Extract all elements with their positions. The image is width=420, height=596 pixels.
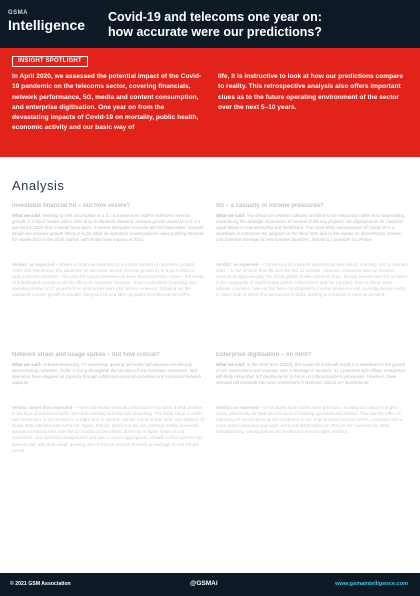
said-label: What we said: xyxy=(216,213,246,218)
section-verdict-enterprise xyxy=(216,405,408,473)
section-title-network: Network strain and usage spikes – but how critical? xyxy=(12,352,160,358)
page-title xyxy=(108,10,408,40)
section-said-5g xyxy=(216,213,408,257)
verdict-label: Verdict: as expected – xyxy=(216,405,263,410)
footer-website-link[interactable]: www.gsmaintelligence.com xyxy=(335,581,408,587)
intro-text-left: In April 2020, we assessed the potential impact of the Covid-19 pandemic on the telecoms sector, covering financials, network performance, 5G, media and content consumption, and enterprise digitisation. One year on from the devastating impacts of Covid-19 on mortality, public health, economic activity and our basic way of xyxy=(12,73,202,132)
verdict-label: Verdict: as expected – xyxy=(216,262,263,267)
logo-intelligence: Intelligence xyxy=(8,17,86,33)
section-verdict-financial xyxy=(12,262,204,336)
analysis-heading: Analysis xyxy=(12,178,65,193)
said-text: Any delays (in network rollouts) are likely to be temporary rather than long-lasting, considering the strategic importance of several of the key projects; 5G deployments for industrial applications in manufacturing and healthcare. The more likely consequence of Covid-19 is a slowdown in consumer 5G adoption in the short term due to the impact on discretionary income and potential shortage of new handset launches, including a possible 5G iPhone. xyxy=(216,213,406,243)
said-label: What we said: xyxy=(12,362,42,367)
verdict-text: Commercial 5G network launches proved robust, reaching 140 by January 2021 – a rise of more than 80 over the last 12 months. However, consumer take-up remains minimal at approximately 3% of the global mobile customer base, though we estimate this is higher in the vanguards of South Korea (22%), China (15%) and the US (5%). Even in these early-adopter countries, take-up has been constrained by income pressures and coverage being mostly in cities, both of which should improve in 2021, leading to a release in pent-up demand. xyxy=(216,262,408,298)
section-title-5g: 5G – a casualty of income pressures? xyxy=(216,203,324,209)
footer-twitter-handle[interactable]: @GSMAi xyxy=(190,580,218,587)
verdict-label: Verdict: better than expected – xyxy=(12,405,76,410)
section-verdict-network xyxy=(12,405,204,497)
gsma-intelligence-logo xyxy=(8,9,86,33)
said-text: Working on the assumption of a 3.1 baseline level GDP in telecoms revenue growth, a 'critical' model, with a 20% drop in domestic demand, revenue growth would be 2.5–3.5 per cent in 2020 than it would have been. A severe disruption scenario did not materialise; network would see revenue growth fall by 5–6 pts while its operators issued positive sales pushing demand for mobile data in the 2020 market, with limited new impact on 2021. xyxy=(12,213,204,243)
title-line-2: how accurate were our predictions? xyxy=(108,25,322,39)
verdict-label: Verdict: as expected – xyxy=(12,262,59,267)
section-verdict-5g xyxy=(216,262,408,336)
said-label: What we said: xyxy=(216,362,246,367)
footer-copyright: © 2021 GSM Association xyxy=(10,581,71,587)
section-title-enterprise: Enterprise digitisation – on hold? xyxy=(216,352,312,358)
footer-bar xyxy=(0,573,420,596)
insight-spotlight-badge: INSIGHT SPOTLIGHT xyxy=(12,56,88,67)
logo-gsma: GSMA xyxy=(8,10,28,16)
said-text: Videoconferencing, TV streaming, gaming and even call volumes are already stress-testing networks. Traffic is rising throughout the duration of any lockdown measures, and operators have stepped up capacity through additional spectrum provision and increased network capacity. xyxy=(12,362,202,386)
verdict-text: Based on financial reporting by a limited number of operators (notably AT&T and Telefónica), the pandemic hit telecoms service revenue growth by 4–6 pp in 2020 in higher income countries. This puts the impact between our base and pessimistic cases – the result of a prolonged recession and its effect on consumer incomes. Travel restrictions (roaming) and spending delays on IT projects from enterprises were key factors. However, stripping out the pandemic impact, growth is actually rising as LTE and fibre upgrades feed through to ARPU. xyxy=(12,262,204,298)
header-bar xyxy=(0,0,420,48)
section-title-financial: Investable financial hit – but how severe? xyxy=(12,203,131,209)
section-said-network xyxy=(12,362,204,399)
intro-text-right: life, it is instructive to look at how our predictions compare to reality. This retrospective analysis also offers important clues as to the future operating environment of the sector over the next 5–10 years. xyxy=(218,73,404,111)
verdict-text: Fixed and mobile network performance has been a clear positive in the face of sustained traffic rises from working at home and streaming. The initial surge in traffic with lockdowns in Q2 resulted in a slight drop in speeds, but the rebound was swift. Our analysis of Ookla data indicates that in the US, Spain, France, Brazil and the UK, average mobile download speeds increased 44% over the 12 months to December, driven by a higher share of LTE customers, new spectrum assignments and use of carrier aggregation. Growth in fibre speeds has been similar, with data usage growing 40% in the US and UK to reach an average of 520 GB per month. xyxy=(12,405,204,453)
section-said-enterprise xyxy=(216,362,408,399)
said-label: What we said: xyxy=(12,213,42,218)
title-line-1: Covid-19 and telecoms one year on: xyxy=(108,10,322,24)
section-said-financial xyxy=(12,213,204,257)
verdict-text: IoT budgets have come under pressure, resulting in a delay in project starts, particularly for B2B sectors such as building operators and utilities. This had the effect of reducing IoT connections by 4% compared to our original 2020 forecast, which, combined with a more value-conscious approach, will erode $200 billion (or 25%) of IoT revenues by 2025. Manufacturing, transportation and healthcare remain highly resilient. xyxy=(216,405,403,435)
said-text: In the short term (2020), the Covid-19 crisis will result in a slowdown in the growth of IoT connections and revenue, with a shortage of workers; as a potential side-effect, enterprises will likely delay their IoT deployments to focus on critical business processes. However, lower demand will translate into more investment in business critical IoT investments. xyxy=(216,362,406,386)
